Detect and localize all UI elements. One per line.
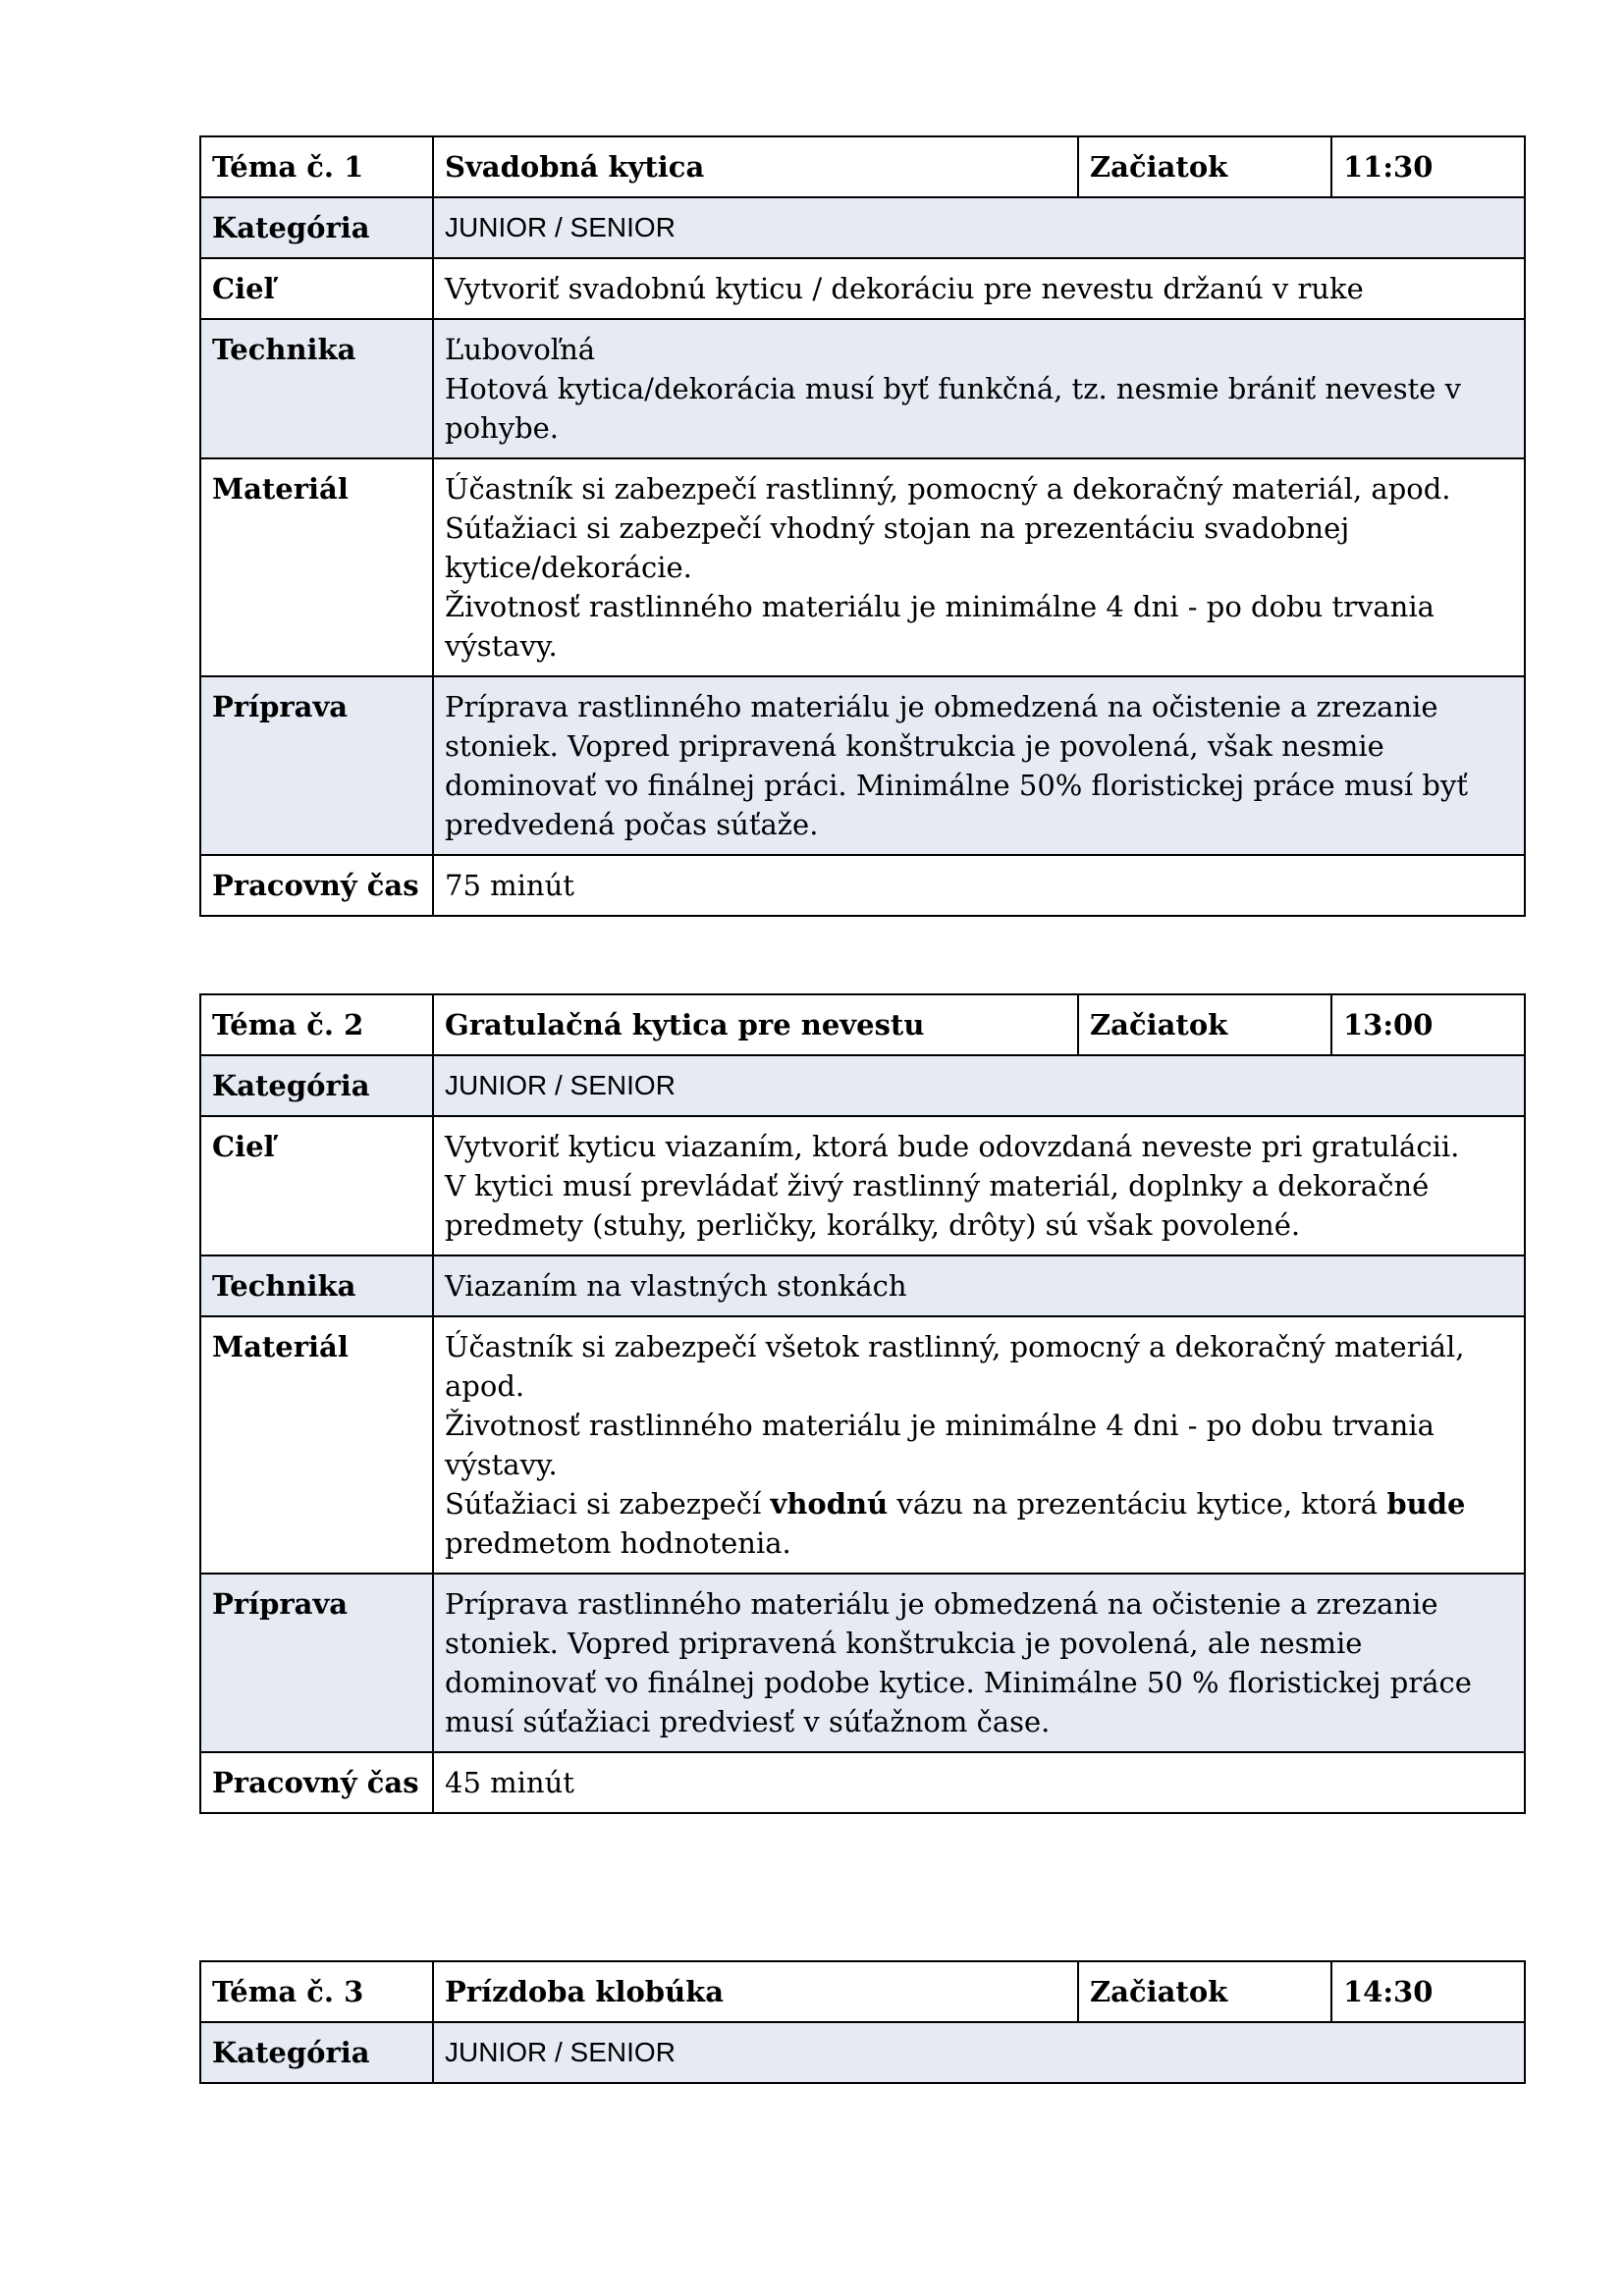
pracovny-cas-label: Pracovný čas: [200, 1752, 433, 1813]
priprava-label: Príprava: [200, 676, 433, 855]
technika-value: [433, 319, 1525, 458]
start-time: 14:30: [1331, 1961, 1525, 2022]
technika-label: Technika: [200, 1255, 433, 1316]
kategoria-row: [200, 1055, 1525, 1116]
kategoria-label: Kategória: [200, 2022, 433, 2083]
start-label: Začiatok: [1078, 1961, 1331, 2022]
technika-label: Technika: [200, 319, 433, 458]
technika-value: [433, 1255, 1525, 1316]
technika-row: [200, 319, 1525, 458]
pracovny-cas-row: [200, 1752, 1525, 1813]
kategoria-label: Kategória: [200, 1055, 433, 1116]
pracovny-cas-label: Pracovný čas: [200, 855, 433, 916]
material-text: predmetom hodnotenia.: [445, 1526, 791, 1560]
pracovny-cas-value: 45 minút: [433, 1752, 1525, 1813]
kategoria-label: Kategória: [200, 197, 433, 258]
material-row: [200, 1316, 1525, 1574]
topic-title: Svadobná kytica: [433, 136, 1078, 197]
material-label: Materiál: [200, 1316, 433, 1574]
technika-line: Viazaním na vlastných stonkách: [445, 1269, 907, 1303]
topic-table-2: [199, 993, 1526, 1814]
material-bold-text: vhodnú: [770, 1487, 889, 1521]
material-row: [200, 458, 1525, 676]
ciel-value: [433, 1116, 1525, 1255]
material-value: [433, 458, 1525, 676]
topic-number: Téma č. 2: [200, 994, 433, 1055]
priprava-value: [433, 676, 1525, 855]
material-value: [433, 1316, 1525, 1574]
topic-title: Prízdoba klobúka: [433, 1961, 1078, 2022]
priprava-row: [200, 1574, 1525, 1752]
kategoria-row: [200, 2022, 1525, 2083]
ciel-label: Cieľ: [200, 258, 433, 319]
topic-header-row: [200, 136, 1525, 197]
ciel-value: [433, 258, 1525, 319]
start-time: 13:00: [1331, 994, 1525, 1055]
ciel-line: V kytici musí prevládať živý rastlinný materiál, doplnky a dekoračné predmety (stuhy, perličky, korálky, drôty) sú však povolené.: [445, 1169, 1430, 1242]
topic-number: Téma č. 3: [200, 1961, 433, 2022]
ciel-label: Cieľ: [200, 1116, 433, 1255]
start-label: Začiatok: [1078, 136, 1331, 197]
material-line: Súťažiaci si zabezpečí vhodný stojan na prezentáciu svadobnej kytice/dekorácie.: [445, 511, 1350, 584]
pracovny-cas-value: 75 minút: [433, 855, 1525, 916]
topic-number: Téma č. 1: [200, 136, 433, 197]
ciel-line: Vytvoriť svadobnú kyticu / dekoráciu pre nevestu držanú v ruke: [445, 272, 1364, 305]
ciel-row: [200, 1116, 1525, 1255]
priprava-line: Príprava rastlinného materiálu je obmedzená na očistenie a zrezanie stoniek. Vopred pripravená konštrukcia je povolená, však nesmie dominovať vo finálnej práci. Minimálne 50% floristickej práce musí byť predvedená počas súťaže.: [445, 690, 1468, 841]
material-line: Životnosť rastlinného materiálu je minimálne 4 dni - po dobu trvania výstavy.: [445, 1409, 1435, 1481]
topic-table-1: [199, 135, 1526, 917]
start-label: Začiatok: [1078, 994, 1331, 1055]
material-line: Životnosť rastlinného materiálu je minimálne 4 dni - po dobu trvania výstavy.: [445, 590, 1435, 663]
kategoria-row: [200, 197, 1525, 258]
material-label: Materiál: [200, 458, 433, 676]
material-text: vázu na prezentáciu kytice, ktorá: [888, 1487, 1387, 1521]
ciel-row: [200, 258, 1525, 319]
kategoria-value: JUNIOR / SENIOR: [433, 2022, 1525, 2083]
material-line: Účastník si zabezpečí rastlinný, pomocný a dekoračný materiál, apod.: [445, 472, 1451, 506]
priprava-label: Príprava: [200, 1574, 433, 1752]
priprava-line: Príprava rastlinného materiálu je obmedzená na očistenie a zrezanie stoniek. Vopred pripravená konštrukcia je povolená, ale nesmie dominovať vo finálnej podobe kytice. Minimálne 50 % floristickej práce musí súťažiaci predviesť v súťažnom čase.: [445, 1587, 1472, 1738]
topic-title: Gratulačná kytica pre nevestu: [433, 994, 1078, 1055]
ciel-line: Vytvoriť kyticu viazaním, ktorá bude odovzdaná neveste pri gratulácii.: [445, 1130, 1460, 1163]
material-line: Účastník si zabezpečí všetok rastlinný, pomocný a dekoračný materiál, apod.: [445, 1330, 1465, 1403]
priprava-row: [200, 676, 1525, 855]
technika-row: [200, 1255, 1525, 1316]
kategoria-value: JUNIOR / SENIOR: [433, 1055, 1525, 1116]
technika-line: Ľubovoľná: [445, 333, 596, 366]
priprava-value: [433, 1574, 1525, 1752]
pracovny-cas-row: [200, 855, 1525, 916]
kategoria-value: JUNIOR / SENIOR: [433, 197, 1525, 258]
topic-header-row: [200, 994, 1525, 1055]
material-text: Súťažiaci si zabezpečí: [445, 1487, 771, 1521]
material-line-rich: [445, 1484, 1513, 1563]
technika-line: Hotová kytica/dekorácia musí byť funkčná, tz. nesmie brániť neveste v pohybe.: [445, 372, 1462, 445]
topic-table-3: [199, 1960, 1526, 2084]
topic-header-row: [200, 1961, 1525, 2022]
material-bold-text: bude: [1386, 1487, 1466, 1521]
start-time: 11:30: [1331, 136, 1525, 197]
